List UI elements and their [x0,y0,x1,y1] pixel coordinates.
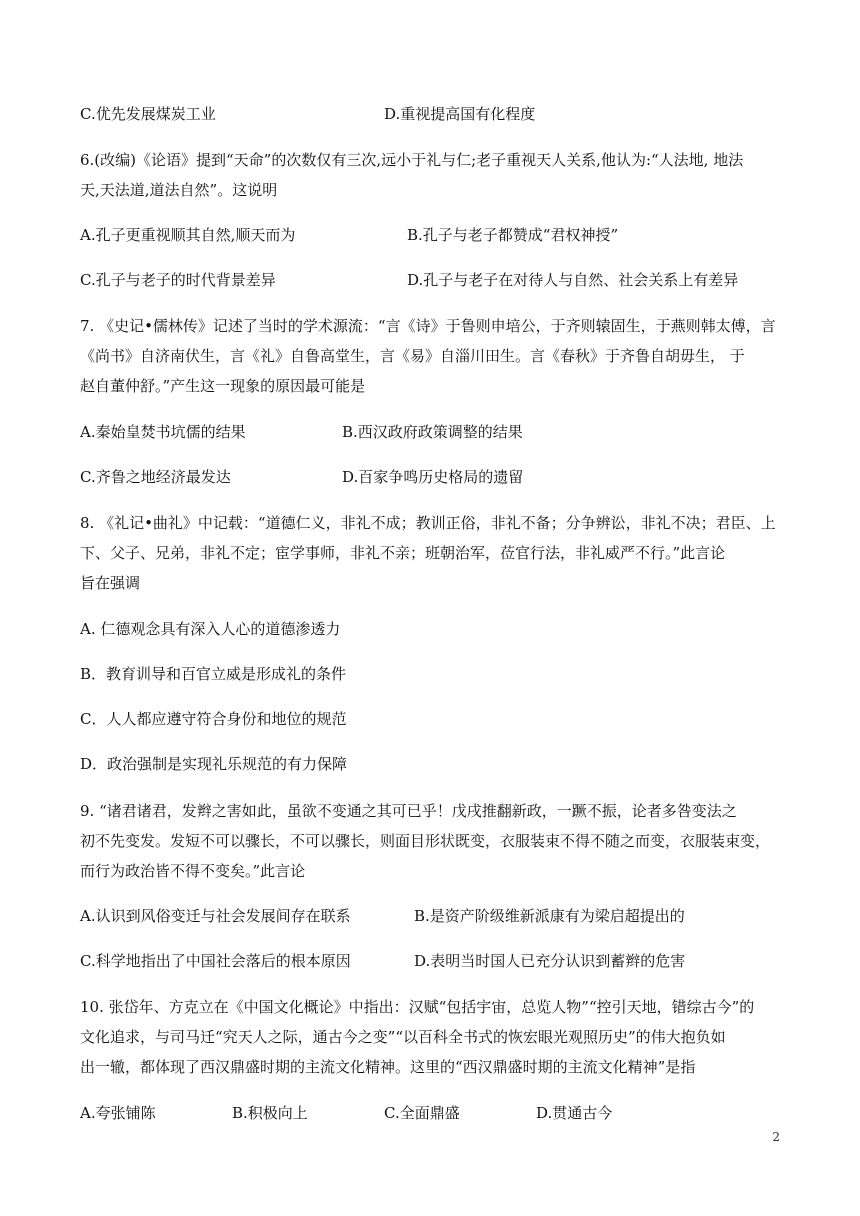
q8-option-b: B．教育训导和百官立威是形成礼的条件 [80,665,347,683]
q8-stem-line-1: 8. 《礼记•曲礼》中记载：“道德仁义，非礼不成；教训正俗，非礼不备；分争辨讼，非礼不决；君臣、上 [80,514,776,532]
q5-option-d: D.重视提高国有化程度 [384,105,536,123]
q8-option-d: D．政治强制是实现礼乐规范的有力保障 [80,755,348,773]
q9-option-c: C.科学地指出了中国社会落后的根本原因 [80,952,351,970]
q8-option-c: C．人人都应遵守符合身份和地位的规范 [80,710,347,728]
q7-option-b: B.西汉政府政策调整的结果 [342,423,523,441]
q9-stem-line-3: 而行为政治皆不得不变矣。”此言论 [80,862,306,880]
q6-option-c: C.孔子与老子的时代背景差异 [80,271,276,289]
q8-stem-line-2: 下、父子、兄弟，非礼不定；宦学事师，非礼不亲；班朝治军，莅官行法，非礼威严不行。”此言论 [80,544,726,562]
q7-option-a: A.秦始皇焚书坑儒的结果 [80,423,246,441]
q7-option-d: D.百家争鸣历史格局的遗留 [342,468,524,486]
q8-stem-line-3: 旨在强调 [80,574,141,592]
q6-stem-line-1: 6.(改编)《论语》提到“天命”的次数仅有三次,远小于礼与仁;老子重视天人关系,他认为:“人法地, 地法 [80,151,744,169]
q6-option-d: D.孔子与老子在对待人与自然、社会关系上有差异 [407,271,739,289]
q10-stem-line-2: 文化追求，与司马迁“究天人之际，通古今之变”“以百科全书式的恢宏眼光观照历史”的伟大抱负如 [80,1028,726,1046]
q9-option-a: A.认识到风俗变迁与社会发展间存在联系 [80,907,351,925]
q10-option-d: D.贯通古今 [536,1104,613,1122]
q7-stem-line-3: 赵自董仲舒。”产生这一现象的原因最可能是 [80,377,366,395]
q7-option-c: C.齐鲁之地经济最发达 [80,468,231,486]
q10-option-c: C.全面鼎盛 [384,1104,460,1122]
q6-option-b: B.孔子与老子都赞成“君权神授” [407,226,619,244]
page-number: 2 [772,1130,780,1144]
q10-option-a: A.夸张铺陈 [80,1104,156,1122]
q9-option-d: D.表明当时国人已充分认识到蓄辫的危害 [414,952,686,970]
q9-stem-line-2: 初不先变发。发短不可以骤长，不可以骤长，则面目形状既变，衣服装束不得不随之而变，衣服装束变， [80,832,771,850]
q6-stem-line-2: 天,天法道,道法自然”。这说明 [80,181,278,199]
q9-stem-line-1: 9. “诸君诸君，发辫之害如此，虽欲不变通之其可已乎！戊戌推翻新政，一蹶不振，论者多咎变法之 [80,802,737,820]
q8-option-a: A. 仁德观念具有深入人心的道德渗透力 [80,620,341,638]
q9-option-b: B.是资产阶级维新派康有为梁启超提出的 [414,907,685,925]
q7-stem-line-1: 7. 《史记•儒林传》记述了当时的学术源流：“言《诗》于鲁则申培公，于齐则辕固生，于燕则韩太傅，言 [80,317,776,335]
q10-option-b: B.积极向上 [232,1104,308,1122]
q6-option-a: A.孔子更重视顺其自然,顺天而为 [80,226,296,244]
q5-option-c: C.优先发展煤炭工业 [80,105,216,123]
q10-stem-line-3: 出一辙，都体现了西汉鼎盛时期的主流文化精神。这里的“西汉鼎盛时期的主流文化精神”是指 [80,1058,696,1076]
q7-stem-line-2: 《尚书》自济南伏生，言《礼》自鲁高堂生，言《易》自淄川田生。言《春秋》于齐鲁自胡毋生， 于 [80,347,745,365]
q10-stem-line-1: 10. 张岱年、方克立在《中国文化概论》中指出：汉赋“包括宇宙，总览人物”“控引天地，错综古今”的 [80,998,755,1016]
